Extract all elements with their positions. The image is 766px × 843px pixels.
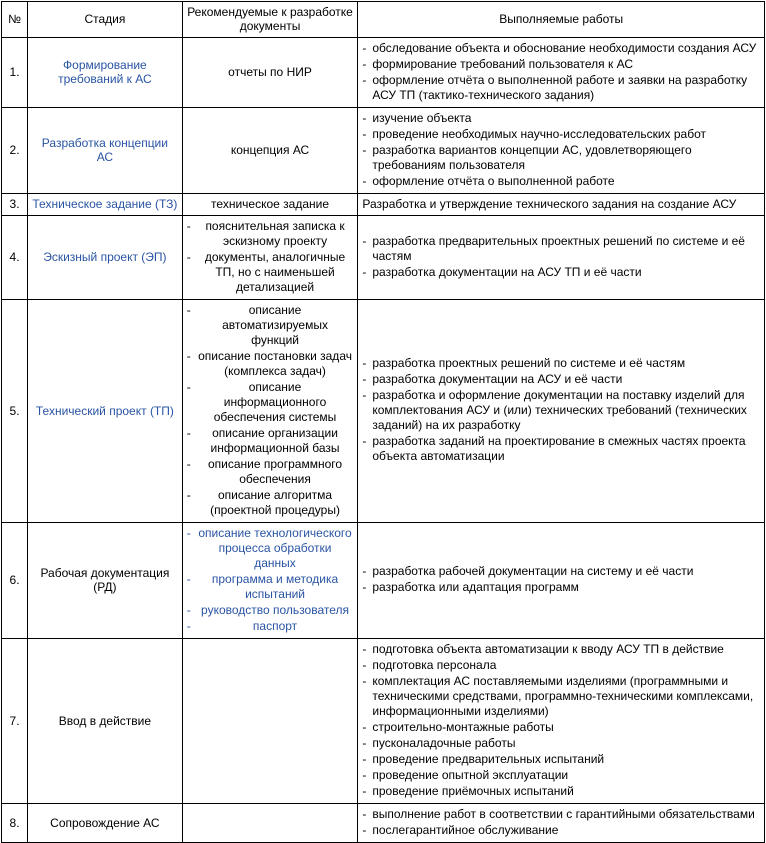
document-item: - описание постановки задач (комплекса задач) bbox=[187, 349, 354, 379]
document-item[interactable]: - руководство пользователя bbox=[187, 603, 354, 618]
documents-cell bbox=[182, 299, 358, 522]
work-item: - проведение необходимых научно-исследовательских работ bbox=[362, 127, 760, 142]
stage-label: Рабочая документация (РД) bbox=[40, 565, 170, 595]
work-item: - разработка заданий на проектирование в смежных частях проекта объекта автоматизации bbox=[362, 434, 760, 464]
work-item: - оформление отчёта о выполненной работе и заявки на разработку АСУ ТП (тактико-технического задания) bbox=[362, 73, 760, 103]
documents-list bbox=[187, 219, 354, 295]
row-number: 7. bbox=[2, 638, 28, 803]
work-item: - оформление отчёта о выполненной работе bbox=[362, 174, 760, 189]
row-number: 6. bbox=[2, 522, 28, 638]
documents-list bbox=[187, 65, 354, 80]
work-item: - разработка документации на АСУ ТП и её части bbox=[362, 265, 760, 280]
document-item[interactable]: - программа и методика испытаний bbox=[187, 572, 354, 602]
documents-cell bbox=[182, 37, 358, 107]
documents-list bbox=[187, 303, 354, 518]
document-item: - описание информационного обеспечения системы bbox=[187, 380, 354, 425]
works-list bbox=[362, 356, 760, 464]
documents-list bbox=[187, 143, 354, 158]
works-cell bbox=[358, 522, 765, 638]
table-header-row bbox=[2, 2, 765, 38]
document-item[interactable]: - описание технологического процесса обработки данных bbox=[187, 526, 354, 571]
table-row bbox=[2, 803, 765, 842]
document-item: - документы, аналогичные ТП, но с наименьшей детализацией bbox=[187, 250, 354, 295]
work-item: - проведение приёмочных испытаний bbox=[362, 784, 760, 799]
work-item: - разработка документации на АСУ и её части bbox=[362, 372, 760, 387]
works-cell bbox=[358, 638, 765, 803]
documents-cell[interactable] bbox=[182, 522, 358, 638]
documents-cell bbox=[182, 803, 358, 842]
stage-link[interactable]: Техническое задание (ТЗ) bbox=[32, 197, 178, 212]
work-item: - строительно-монтажные работы bbox=[362, 720, 760, 735]
works-text: Разработка и утверждение технического задания на создание АСУ bbox=[362, 197, 737, 212]
document-item: - описание организации информационной базы bbox=[187, 426, 354, 456]
work-item: - разработка проектных решений по системе и её частям bbox=[362, 356, 760, 371]
stage-cell bbox=[28, 522, 183, 638]
work-item: - проведение предварительных испытаний bbox=[362, 752, 760, 767]
work-item: - разработка вариантов концепции АС, удовлетворяющего требованиям пользователя bbox=[362, 143, 760, 173]
documents-cell bbox=[182, 107, 358, 193]
document-item[interactable]: - паспорт bbox=[187, 619, 354, 634]
work-item: - формирование требований пользователя к АС bbox=[362, 57, 760, 72]
work-item: - подготовка объекта автоматизации к вводу АСУ ТП в действие bbox=[362, 642, 760, 657]
table-body bbox=[2, 37, 765, 842]
documents-cell bbox=[182, 193, 358, 215]
works-cell bbox=[358, 37, 765, 107]
document-item: концепция АС bbox=[230, 142, 310, 157]
document-item: - описание алгоритма (проектной процедуры) bbox=[187, 488, 354, 518]
header-stage: Стадия bbox=[28, 2, 183, 38]
work-item: - разработка и оформление документации на поставку изделий для комплектования АСУ и (или) технических требований (технических заданий) на их разработку bbox=[362, 388, 760, 433]
table-row bbox=[2, 193, 765, 215]
stage-label: Ввод в действие bbox=[58, 713, 152, 728]
table-row bbox=[2, 299, 765, 522]
works-list bbox=[362, 41, 760, 103]
works-cell bbox=[358, 299, 765, 522]
row-number: 8. bbox=[2, 803, 28, 842]
row-number: 2. bbox=[2, 107, 28, 193]
header-number: № bbox=[2, 2, 28, 38]
works-cell bbox=[358, 803, 765, 842]
table-row bbox=[2, 215, 765, 299]
stage-cell[interactable] bbox=[28, 37, 183, 107]
document-item: - пояснительная записка к эскизному проекту bbox=[187, 219, 354, 249]
table-row bbox=[2, 37, 765, 107]
documents-cell bbox=[182, 215, 358, 299]
work-item: - комплектация АС поставляемыми изделиями (программными и техническими средствами, программно-техническими комплексами, информационными изделиями) bbox=[362, 674, 760, 719]
table-row bbox=[2, 107, 765, 193]
document-item: отчеты по НИР bbox=[228, 64, 312, 79]
work-item: - обследование объекта и обоснование необходимости создания АСУ bbox=[362, 41, 760, 56]
stages-table bbox=[1, 1, 765, 843]
work-item: - подготовка персонала bbox=[362, 658, 760, 673]
row-number: 5. bbox=[2, 299, 28, 522]
work-item: - разработка предварительных проектных решений по системе и её частям bbox=[362, 234, 760, 264]
works-list bbox=[362, 642, 760, 799]
stage-cell[interactable] bbox=[28, 193, 183, 215]
document-item: - описание автоматизируемых функций bbox=[187, 303, 354, 348]
document-item: - описание программного обеспечения bbox=[187, 457, 354, 487]
works-cell bbox=[358, 215, 765, 299]
stage-cell bbox=[28, 803, 183, 842]
documents-list bbox=[187, 197, 354, 212]
work-item: - пусконаладочные работы bbox=[362, 736, 760, 751]
works-cell bbox=[358, 107, 765, 193]
stage-cell bbox=[28, 638, 183, 803]
row-number: 1. bbox=[2, 37, 28, 107]
works-list bbox=[362, 234, 760, 280]
stage-link[interactable]: Технический проект (ТП) bbox=[35, 403, 174, 418]
header-works: Выполняемые работы bbox=[358, 2, 765, 38]
document-item: техническое задание bbox=[211, 196, 329, 211]
table-row bbox=[2, 522, 765, 638]
table-row bbox=[2, 638, 765, 803]
stage-cell[interactable] bbox=[28, 299, 183, 522]
documents-list bbox=[187, 526, 354, 634]
works-list bbox=[362, 807, 760, 838]
work-item: - разработка рабочей документации на систему и её части bbox=[362, 564, 760, 579]
stage-cell[interactable] bbox=[28, 215, 183, 299]
row-number: 3. bbox=[2, 193, 28, 215]
work-item: - выполнение работ в соответствии с гарантийными обязательствами bbox=[362, 807, 760, 822]
stage-link[interactable]: Эскизный проект (ЭП) bbox=[43, 250, 167, 265]
works-cell bbox=[358, 193, 765, 215]
work-item: - изучение объекта bbox=[362, 111, 760, 126]
stage-link[interactable]: Формирование требований к АС bbox=[58, 57, 152, 87]
stage-link[interactable]: Разработка концепции АС bbox=[41, 135, 168, 165]
header-documents: Рекомендуемые к разработке документы bbox=[182, 2, 358, 38]
work-item: - разработка или адаптация программ bbox=[362, 580, 760, 595]
row-number: 4. bbox=[2, 215, 28, 299]
stage-label: Сопровождение АС bbox=[50, 815, 160, 830]
stage-cell[interactable] bbox=[28, 107, 183, 193]
works-list bbox=[362, 564, 760, 595]
work-item: - послегарантийное обслуживание bbox=[362, 823, 760, 838]
documents-cell bbox=[182, 638, 358, 803]
works-list bbox=[362, 111, 760, 189]
work-item: - проведение опытной эксплуатации bbox=[362, 768, 760, 783]
